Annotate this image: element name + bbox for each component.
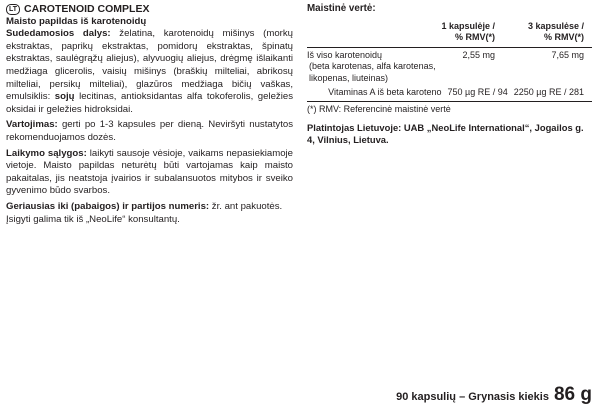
nutrition-column	[307, 3, 592, 146]
usage-text: gerti po 1-3 kapsules per dieną. Neviršyti nustatytos rekomenduojamos dozės.	[6, 119, 293, 143]
subtitle-text: Maisto papildas iš karotenoidų	[6, 15, 147, 27]
table-divider	[307, 47, 592, 48]
acquire-paragraph	[6, 214, 293, 227]
nutrition-title: Maistinė vertė:	[307, 3, 376, 14]
carotenoids-value-3: 7,65 mg	[551, 49, 584, 60]
product-header	[6, 3, 293, 16]
ingredients-text-1: želatina, karotenoidų mišinys (morkų ekstraktas, paprikų ekstraktas, pomidorų ekstraktas, špinatų ekstraktas, saulėgrąžų aliejus), alyvuogių aliejus, drėgmę išlaikanti medžiaga glicerolis, vaisių mišinys (braškių milteliai, abrikosų milteliai, persikų milteliai), glazūros medžiaga bičių vaškas, emulsiklis:	[6, 28, 293, 103]
vitamin-a-value-3: 2250 µg RE / 281	[513, 87, 584, 98]
product-info-column	[6, 3, 293, 229]
bestbefore-label: Geriausias iki (pabaigos) ir partijos numeris:	[6, 200, 210, 212]
ingredients-text-2: lecitinas, antioksidantas alfa tokoferolis, geležies oksidai ir geležies hidroksidai.	[6, 91, 293, 115]
bestbefore-text: žr. ant pakuotės.	[209, 200, 283, 212]
column-1-capsule	[441, 21, 495, 43]
rmv-note: (*) RMV: Referencinė maistinė vertė	[307, 103, 451, 114]
bestbefore-paragraph	[6, 201, 293, 214]
product-subtitle	[6, 16, 293, 29]
column-2-line-2: % RMV(*)	[544, 31, 584, 42]
nutrition-table-header	[307, 21, 592, 45]
ingredients-paragraph	[6, 28, 293, 116]
language-badge: LT	[6, 4, 20, 15]
column-1-line-2: % RMV(*)	[455, 31, 495, 42]
carotenoids-value-1: 2,55 mg	[462, 49, 495, 60]
carotenoids-sub-1: (beta karotenas, alfa karotenas,	[309, 61, 436, 72]
column-3-capsules	[528, 21, 584, 43]
storage-paragraph	[6, 148, 293, 198]
usage-paragraph	[6, 119, 293, 144]
column-2-line-1: 3 kapsulėse /	[527, 20, 584, 31]
carotenoids-sub-2: likopenas, liuteinas)	[309, 72, 389, 83]
usage-label: Vartojimas:	[6, 119, 58, 131]
storage-text: laikyti sausoje vėsioje, vaikams nepasiekiamoje vietoje. Maisto papildas neturėtų būti vartojamas kaip maisto pakaitalas, jis neatstoja įvairios ir subalansuotos mitybos ir sveiko gyvenimo būdo svarbos.	[6, 147, 294, 197]
ingredients-allergen: sojų	[54, 91, 75, 103]
acquire-text: Įsigyti galima tik iš „NeoLife“ konsultantų.	[6, 213, 180, 225]
carotenoids-row	[307, 50, 592, 62]
storage-label: Laikymo sąlygos:	[6, 147, 87, 159]
ingredients-label: Sudedamosios dalys:	[6, 28, 111, 40]
net-weight: 86 g	[553, 384, 592, 405]
net-quantity-text: 90 kapsulių – Grynasis kiekis	[396, 391, 549, 403]
distributor-info: Platintojas Lietuvoje: UAB „NeoLife International“, Jogailos g. 4, Vilnius, Lietuva.	[307, 121, 584, 145]
net-quantity	[396, 384, 592, 406]
carotenoids-label: Iš viso karotenoidų	[307, 49, 383, 60]
table-divider-bottom	[307, 101, 592, 102]
vitamin-a-value-1: 750 µg RE / 94	[447, 87, 508, 98]
product-title: CAROTENOID COMPLEX	[24, 3, 150, 15]
vitamin-a-row	[307, 87, 592, 99]
vitamin-a-label: Vitaminas A iš beta karoteno	[328, 87, 442, 98]
column-1-line-1: 1 kapsulėje /	[441, 20, 495, 31]
